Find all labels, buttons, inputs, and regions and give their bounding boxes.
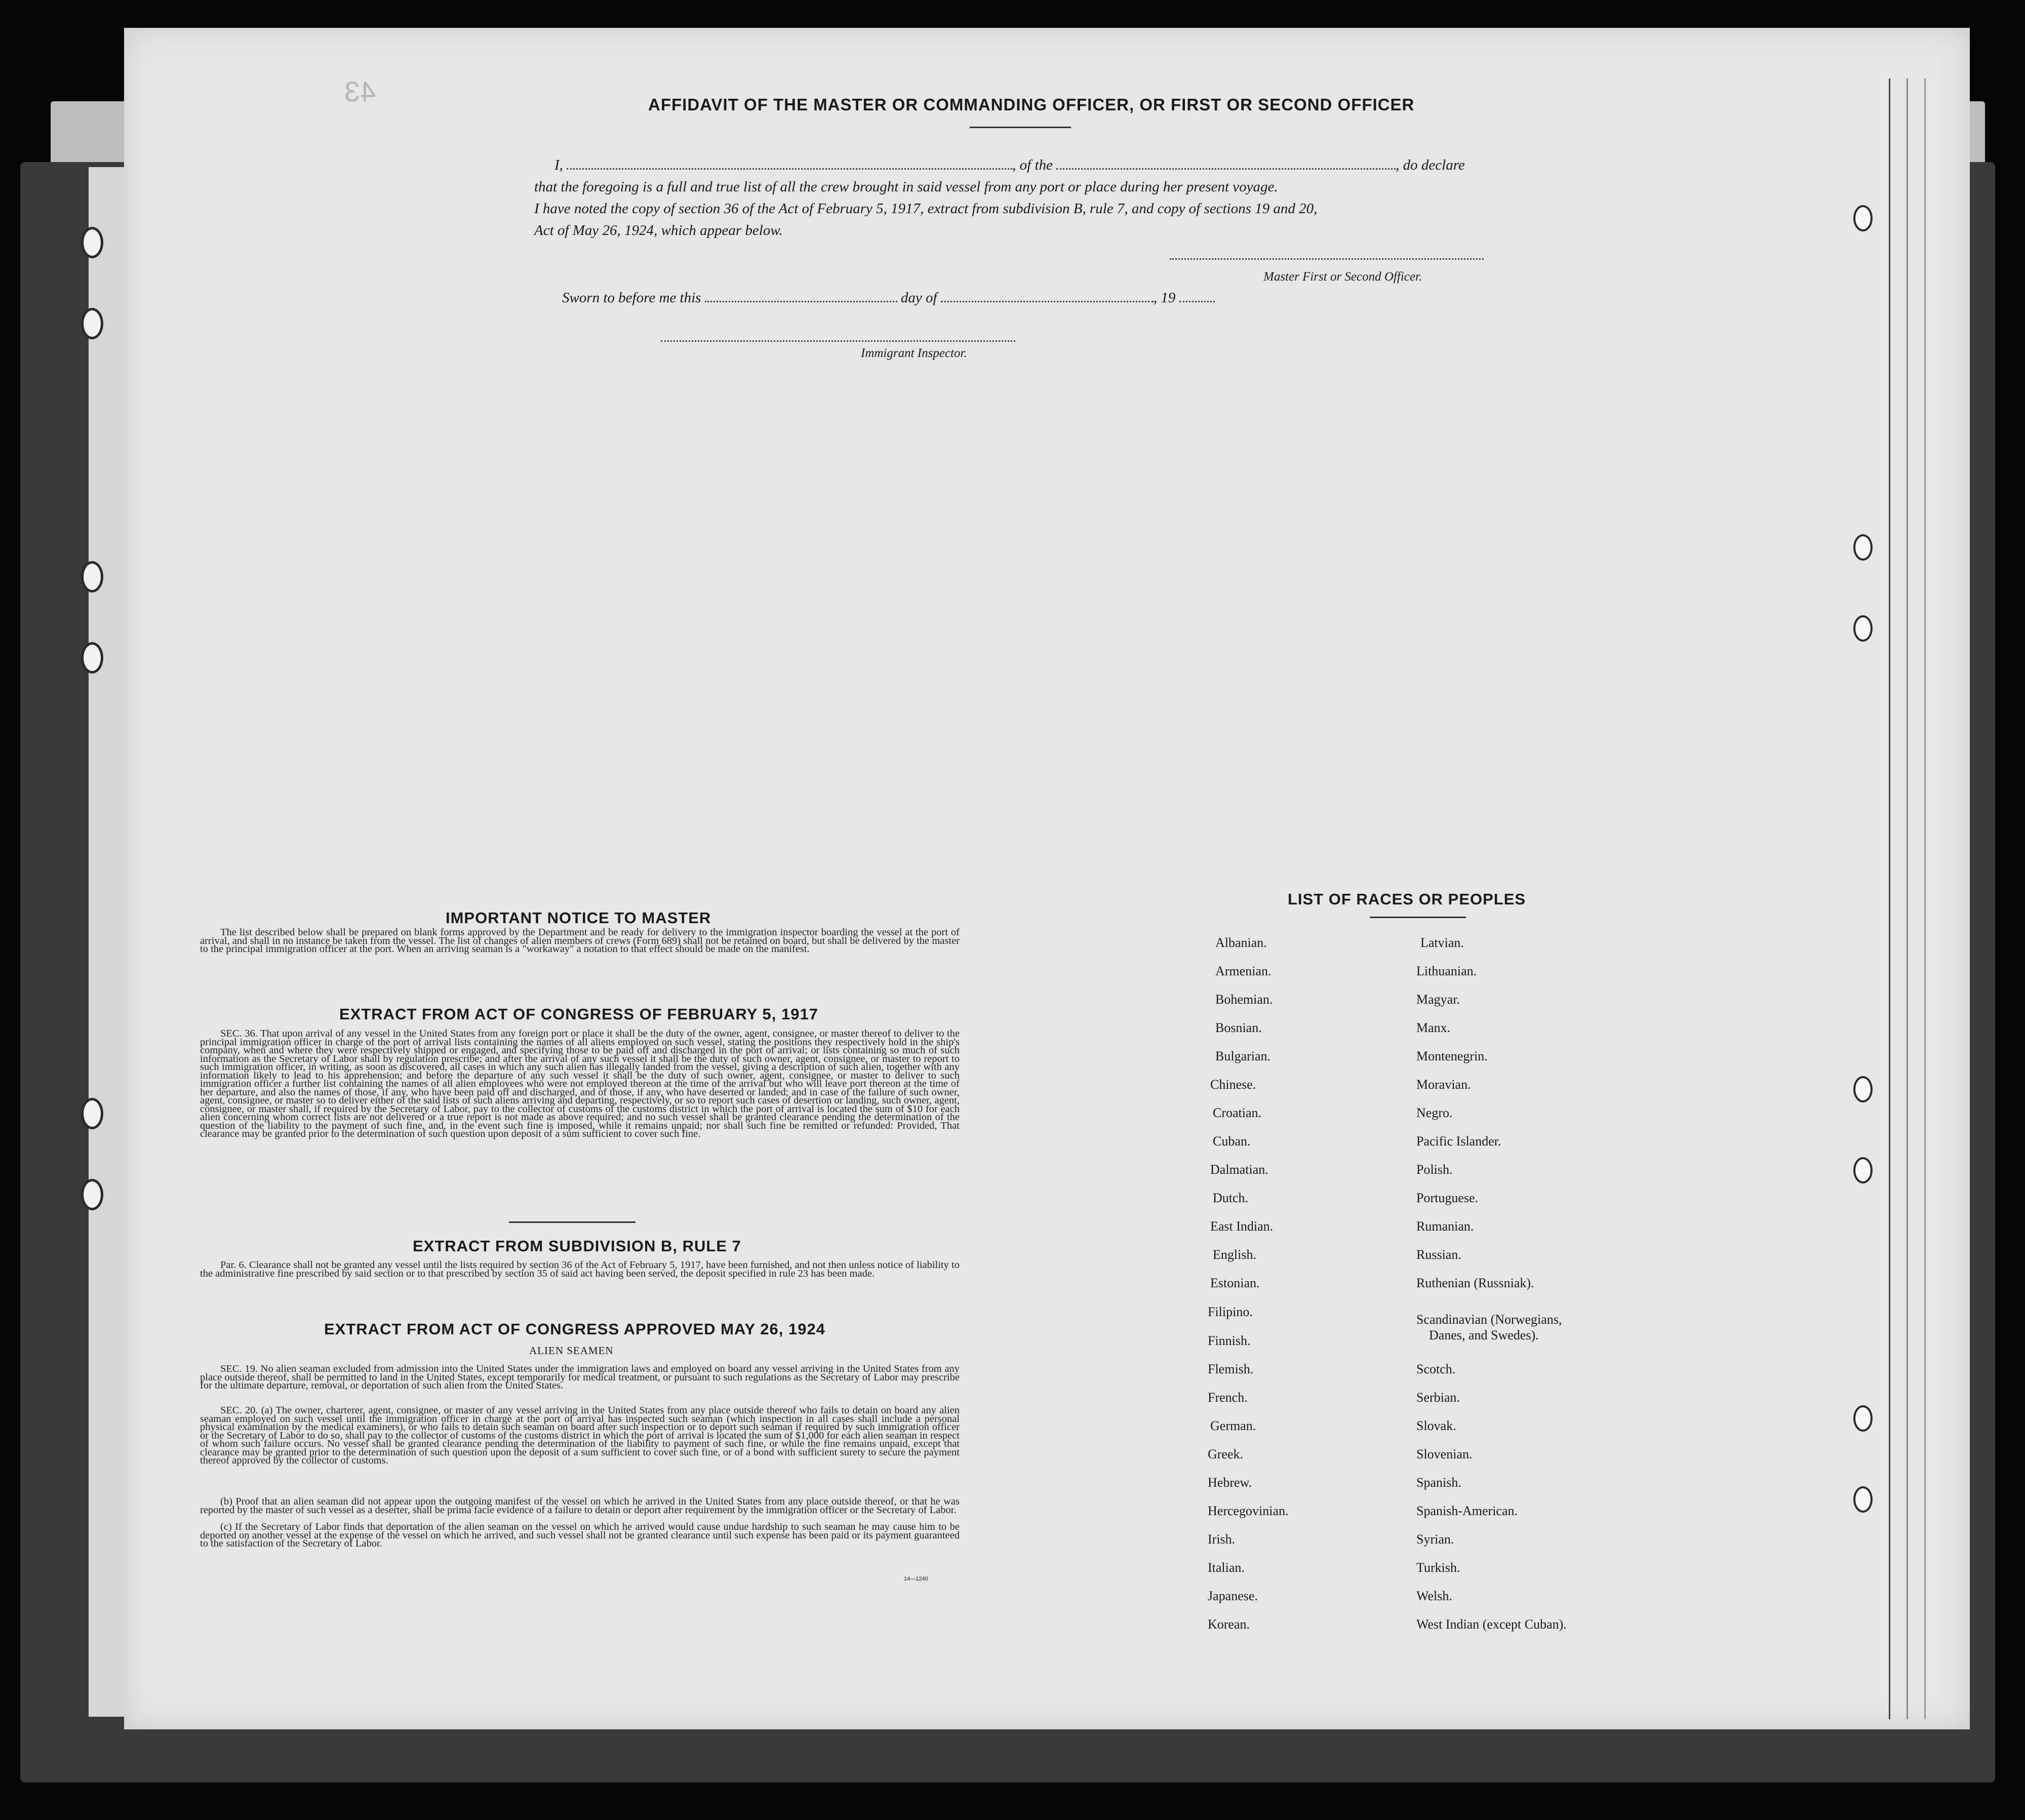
race-item: Lithuanian. <box>1416 964 1477 978</box>
binding-hole <box>81 1179 103 1210</box>
notice-title: IMPORTANT NOTICE TO MASTER <box>446 909 711 927</box>
race-item: Albanian. <box>1215 935 1267 950</box>
race-item: Magyar. <box>1416 992 1460 1007</box>
sec-19-text: SEC. 19. No alien seaman excluded from admission into the United States under the immigration laws and employed on board any vessel arriving in the United States from any place outside thereof, shall be permitted to land in the United States, except temporarily for medical treatment, or pursuant to such regulations as the Secretary of Labor may prescribe for the ultimate departure, removal, or deportation of such alien from the United States. <box>200 1363 960 1391</box>
punch-hole <box>1853 205 1873 231</box>
race-item: Dalmatian. <box>1210 1162 1268 1177</box>
sworn-line <box>562 290 1215 306</box>
punch-hole <box>1853 1157 1873 1183</box>
race-item: Turkish. <box>1416 1560 1460 1575</box>
form-rule <box>1907 78 1908 1719</box>
race-item: Slovak. <box>1416 1418 1456 1433</box>
document-page <box>124 28 1970 1729</box>
race-item: Chinese. <box>1210 1077 1256 1092</box>
race-item: Latvian. <box>1420 935 1464 950</box>
races-title-rule <box>1370 917 1466 918</box>
binding-hole <box>81 561 103 592</box>
year-blank[interactable] <box>1179 290 1215 302</box>
race-item: Estonian. <box>1210 1276 1260 1290</box>
race-item: Korean. <box>1208 1617 1250 1632</box>
binding-hole <box>81 308 103 339</box>
sworn-label: Sworn to before me this <box>562 290 701 306</box>
punch-hole <box>1853 1405 1873 1432</box>
inspector-signature-label: Immigrant Inspector. <box>861 346 967 360</box>
binding-hole <box>81 1098 103 1129</box>
race-item: Polish. <box>1416 1162 1453 1177</box>
race-item: Filipino. <box>1208 1304 1253 1319</box>
race-item: English. <box>1213 1247 1256 1262</box>
race-item: Spanish-American. <box>1416 1504 1518 1518</box>
race-item: Slovenian. <box>1416 1447 1473 1461</box>
vessel-blank[interactable] <box>1056 157 1396 170</box>
race-item: Russian. <box>1416 1247 1461 1262</box>
race-item: East Indian. <box>1210 1219 1274 1234</box>
year-label: , 19 <box>1153 290 1176 306</box>
race-item: Welsh. <box>1416 1589 1452 1603</box>
affidavit-i-label: I, <box>554 157 563 173</box>
notice-text: The list described below shall be prepared on blank forms approved by the Department and be ready for delivery to the immigration inspector boarding the vessel at the port of arrival, and shall in no instance be taken from the vessel. The list of changes of alien members of crews (Form 689) shall not be retained on board, but shall be delivered by the master to the principal immigration officer at the port. When an arriving seaman is a "workaway" a notation to that effect should be made on the manifest. <box>200 927 960 955</box>
subdivision-b-text: Par. 6. Clearance shall not be granted any vessel until the lists required by section 36 of the Act of February 5, 1917, have been furnished, and not then unless notice of liability to the administrative fine prescribed by said section or to that prescribed by section 35 of said act having been served, the deposit specified in rule 23 has been made. <box>200 1259 960 1279</box>
race-item: Irish. <box>1208 1532 1236 1547</box>
extract-1917-text: SEC. 36. That upon arrival of any vessel in the United States from any foreign port or place it shall be the duty of the owner, agent, consignee, or master thereof to deliver to the principal immigration officer in charge of the port of arrival lists containing the names of all aliens employed on such vessel, stating the positions they respectively hold in the ship's company, when and where they were respectively shipped or engaged, and specifying those to be paid off and discharged in the port of arrival; or lists containing so much of such information as the Secretary of Labor shall by regulation prescribe; and after the arrival of any such vessel it shall be the duty of such owner, agent, consignee, or master to report to such immigration officer, in writing, as soon as discovered, all cases in which any such alien has illegally landed from the vessel, giving a description of such alien, together with any information likely to lead to his apprehension; and before the departure of any such vessel it shall be the duty of such owner, agent, consignee, or master to deliver to such immigration officer a further list containing the names of all alien employees who were not employed thereon at the time of the arrival but who will leave port thereon at the time of her departure, and also the names of those, if any, who have been paid off and discharged, and of those, if any, who have deserted or landed; and in case of the failure of such owner, agent, consignee, or master so to deliver either of the said lists of such aliens arriving and departing, respectively, or so to report such cases of desertion or landing, such owner, agent, consignee, or master shall, if required by the Secretary of Labor, pay to the collector of customs of the customs district in which the port of arrival is located the sum of $10 for each alien concerning whom correct lists are not delivered or a true report is not made as above required; and no such vessel shall be granted clearance pending the determination of the question of the liability to the payment of such fine, and, in the event such fine is imposed, while it remains unpaid; nor shall such fine be remitted or refunded: Provided, That clearance may be granted prior to the determination of such question upon deposit of a sum sufficient to cover such fine. <box>200 1028 960 1139</box>
race-item: West Indian (except Cuban). <box>1416 1617 1567 1632</box>
race-item: Bohemian. <box>1215 992 1273 1007</box>
month-blank[interactable] <box>941 290 1154 302</box>
day-blank[interactable] <box>705 290 897 302</box>
race-item: Bulgarian. <box>1215 1049 1271 1063</box>
punch-hole <box>1853 615 1873 642</box>
race-item: Dutch. <box>1213 1191 1249 1205</box>
punch-hole <box>1853 534 1873 561</box>
affidavit-line-3: I have noted the copy of section 36 of the Act of February 5, 1917, extract from subdivision B, rule 7, and copy of sections 19 and 20, <box>534 201 1318 217</box>
section-divider <box>509 1221 636 1223</box>
race-item: Manx. <box>1416 1020 1451 1035</box>
race-item: Finnish. <box>1208 1333 1251 1348</box>
binding-hole <box>81 642 103 674</box>
subdivision-b-title: EXTRACT FROM SUBDIVISION B, RULE 7 <box>413 1237 741 1255</box>
day-of-label: day of <box>900 290 937 306</box>
affidavit-line-2: that the foregoing is a full and true list of all the crew brought in said vessel from any port or place during her present voyage. <box>534 179 1278 195</box>
affidavit-line-4: Act of May 26, 1924, which appear below. <box>534 222 783 239</box>
race-item: Scotch. <box>1416 1362 1456 1376</box>
race-item: Hebrew. <box>1208 1475 1252 1490</box>
affidavit-title: AFFIDAVIT OF THE MASTER OR COMMANDING OFFICER, OR FIRST OR SECOND OFFICER <box>648 95 1415 114</box>
affidavit-declare-label: , do declare <box>1396 157 1465 173</box>
sec-20c-text: (c) If the Secretary of Labor finds that deportation of the alien seaman on the vessel on which he arrived would cause undue hardship to such seaman he may cause him to be deported on another vessel at the expense of the vessel on which he arrived, and such vessel shall not be granted clearance until such expense has been paid or its payment guaranteed to the satisfaction of the Secretary of Labor. <box>200 1521 960 1549</box>
extract-1924-title: EXTRACT FROM ACT OF CONGRESS APPROVED MAY 26, 1924 <box>324 1320 825 1338</box>
race-item: Pacific Islander. <box>1416 1134 1501 1149</box>
title-rule <box>970 127 1071 128</box>
race-item: Ruthenian (Russniak). <box>1416 1276 1534 1290</box>
race-item: Rumanian. <box>1416 1219 1474 1234</box>
race-item: Bosnian. <box>1215 1020 1262 1035</box>
punch-hole <box>1853 1076 1873 1102</box>
binding-margin <box>89 167 129 1717</box>
race-item: Japanese. <box>1208 1589 1258 1603</box>
inspector-signature-line[interactable] <box>661 340 1015 342</box>
alien-seamen-heading: ALIEN SEAMEN <box>529 1344 614 1357</box>
race-item: Syrian. <box>1416 1532 1454 1547</box>
form-number: 14—1240 <box>904 1576 928 1582</box>
extract-1917-title: EXTRACT FROM ACT OF CONGRESS OF FEBRUARY 5, 1917 <box>339 1005 818 1023</box>
form-rule <box>1924 78 1926 1719</box>
name-blank[interactable] <box>567 157 1012 170</box>
race-item: French. <box>1208 1390 1248 1405</box>
master-signature-label: Master First or Second Officer. <box>1263 270 1422 284</box>
form-rule <box>1889 78 1890 1719</box>
race-item: Moravian. <box>1416 1077 1471 1092</box>
master-signature-line[interactable] <box>1170 258 1484 260</box>
race-item: Scandinavian (Norwegians, <box>1416 1312 1562 1327</box>
race-item: Armenian. <box>1215 964 1272 978</box>
punch-hole <box>1853 1486 1873 1513</box>
race-item: Cuban. <box>1213 1134 1251 1149</box>
race-item: Negro. <box>1416 1105 1453 1120</box>
affidavit-line-1 <box>554 157 1465 174</box>
race-item: German. <box>1210 1418 1256 1433</box>
race-item: Italian. <box>1208 1560 1245 1575</box>
race-item: Portuguese. <box>1416 1191 1479 1205</box>
race-item: Hercegovinian. <box>1208 1504 1289 1518</box>
page-number: 43 <box>344 75 376 107</box>
binding-hole <box>81 227 103 258</box>
race-item: Flemish. <box>1208 1362 1254 1376</box>
race-item: Danes, and Swedes). <box>1429 1328 1539 1342</box>
race-item: Serbian. <box>1416 1390 1460 1405</box>
races-title: LIST OF RACES OR PEOPLES <box>1288 890 1526 908</box>
sec-20b-text: (b) Proof that an alien seaman did not appear upon the outgoing manifest of the vessel on which he arrived in the United States from any place outside thereof, or that he was reported by the master of such vessel as a deserter, shall be prima facie evidence of a failure to detain or deport after requirement by the immigration officer or the Secretary of Labor. <box>200 1496 960 1516</box>
race-item: Montenegrin. <box>1416 1049 1488 1063</box>
affidavit-of-label: , of the <box>1012 157 1053 173</box>
race-item: Greek. <box>1208 1447 1244 1461</box>
race-item: Croatian. <box>1213 1105 1262 1120</box>
race-item: Spanish. <box>1416 1475 1461 1490</box>
sec-20a-text: SEC. 20. (a) The owner, charterer, agent, consignee, or master of any vessel arriving in the United States from any place outside thereof who fails to detain on board any alien seaman employed on such vessel until the immigration officer in charge at the port of arrival has inspected such seaman (which inspection in all cases shall include a personal physical examination by the medical examiners), or who fails to detain such seaman on board after such inspection or to deport such seaman if required by such immigration officer or the Secretary of Labor to do so, shall pay to the collector of customs of the customs district in which the port of arrival is located the sum of $1,000 for each alien seaman in respect of whom such failure occurs. No vessel shall be granted clearance pending the determination of the liability to payment of such fine, or while the fine remains unpaid, except that clearance may be granted prior to the determination of such question upon the deposit of a sum sufficient to cover such fine, or of a bond with sufficient surety to secure the payment thereof approved by the collector of customs. <box>200 1405 960 1466</box>
